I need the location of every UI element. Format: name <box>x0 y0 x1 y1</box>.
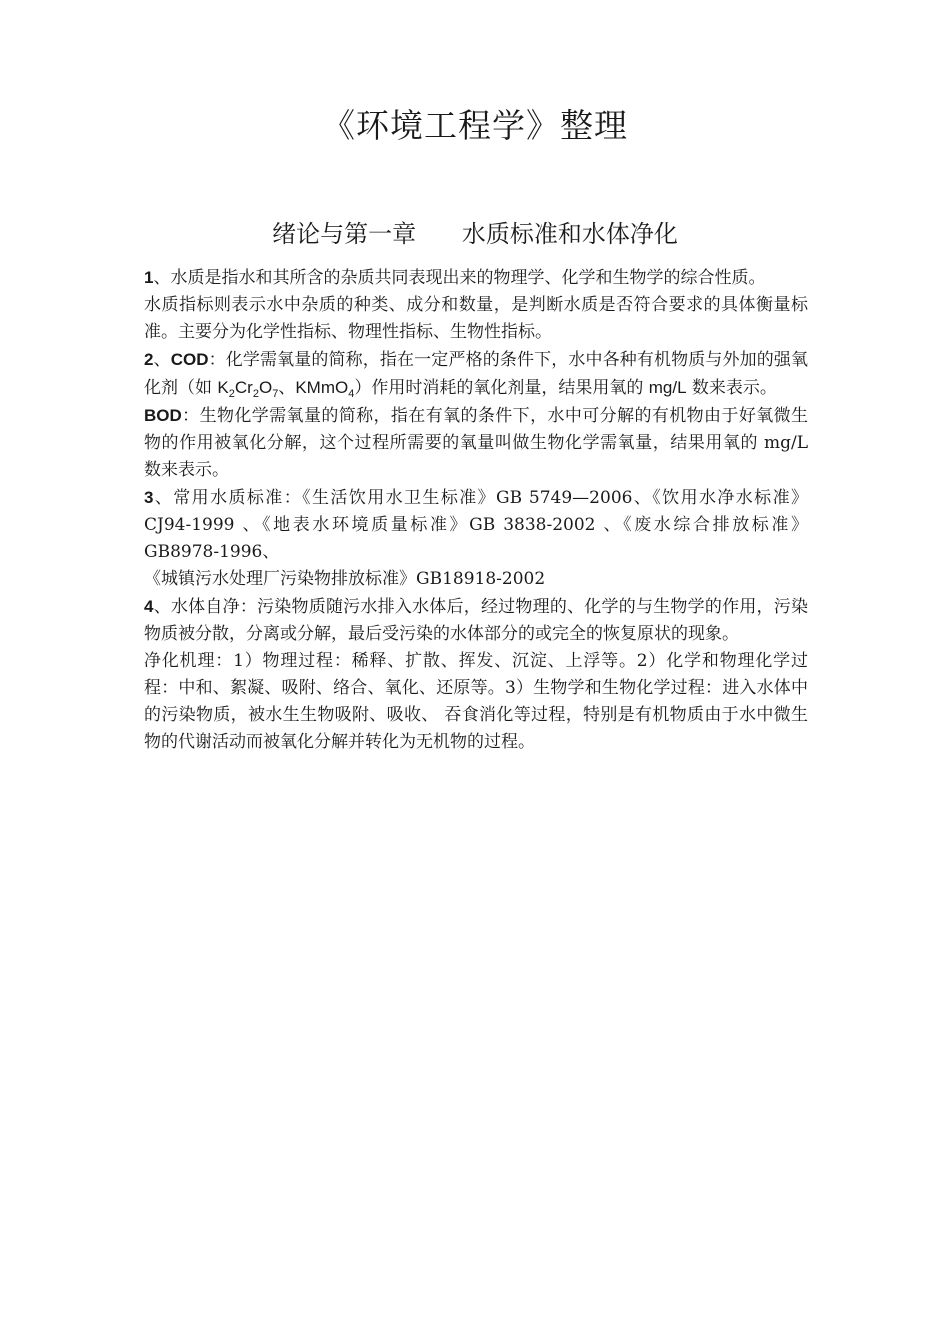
paragraph-text: 净化机理：1）物理过程：稀释、扩散、挥发、沉淀、上浮等。2）化学和物理化学过程：中和、絮凝、吸附、络合、氧化、还原等。3）生物学和生物化学过程：进入水体中的污染物质，被水生生物吸附、吸收、 吞食消化等过程，特别是有机物质由于水中微生物的代谢活动而被氧化分解并转化为无机物的过程。 <box>144 651 808 752</box>
item-number: 4 <box>144 597 154 616</box>
paragraph-text: 、水体自净：污染物质随污水排入水体后，经过物理的、化学的与生物学的作用，污染物质被分散，分离或分解，最后受污染的水体部分的或完全的恢复原状的现象。 <box>144 597 808 644</box>
term-cod: COD <box>170 350 209 369</box>
paragraph-standards <box>144 484 808 566</box>
formula-kmno4: KMmO$_4$ <box>295 378 355 400</box>
paragraph-text: 《城镇污水处理厂污染物排放标准》GB18918-2002 <box>144 569 546 589</box>
paragraph-standards-cont <box>144 566 808 593</box>
term-bod: BOD <box>144 406 182 425</box>
paragraph-cod <box>144 346 808 402</box>
paragraph-text: 、常用水质标准：《生活饮用水卫生标准》GB 5749—2006、《饮用水净水标准》CJ94-1999 、《地表水环境质量标准》GB 3838-2002 、《废水综合排放标准》GB8978-1996、 <box>144 488 808 562</box>
item-number: 3 <box>144 488 154 507</box>
item-number: 1 <box>144 268 154 287</box>
chapter-title: 绪论与第一章 水质标准和水体净化 <box>272 220 678 248</box>
unit-mgl: mg/L <box>648 378 687 397</box>
paragraph-text: ）作用时消耗的氧化剂量，结果用氧的 <box>354 378 649 398</box>
paragraph-2 <box>144 292 808 346</box>
separator: 、 <box>153 350 171 370</box>
paragraph-text: 数来表示。 <box>686 378 777 398</box>
document-title: 《环境工程学》整理 <box>322 106 628 145</box>
paragraph-text: ：化学需氧量的简称，指在一定严格的条件下，水中各种有机物质与外加的强氧化剂（如 <box>144 350 809 398</box>
paragraph-bod <box>144 402 808 484</box>
paragraph-text: 、水质是指水和其所含的杂质共同表现出来的物理学、化学和生物学的综合性质。 <box>153 268 766 288</box>
document-body <box>144 264 808 756</box>
separator: 、 <box>278 378 296 398</box>
item-number: 2 <box>144 350 154 369</box>
paragraph-text: ：生物化学需氧量的简称，指在有氧的条件下，水中可分解的有机物由于好氧微生物的作用被氧化分解，这个过程所需要的氧量叫做生物化学需氧量，结果用氧的 mg/L 数来表示。 <box>144 406 808 480</box>
formula-k2cr2o7: $K_2Cr_2O_7$ <box>217 378 279 400</box>
paragraph-self-purification <box>144 593 808 648</box>
paragraph-1 <box>144 264 808 292</box>
paragraph-mechanism <box>144 648 808 756</box>
paragraph-text: 水质指标则表示水中杂质的种类、成分和数量，是判断水质是否符合要求的具体衡量标准。主要分为化学性指标、物理性指标、生物性指标。 <box>144 295 808 342</box>
